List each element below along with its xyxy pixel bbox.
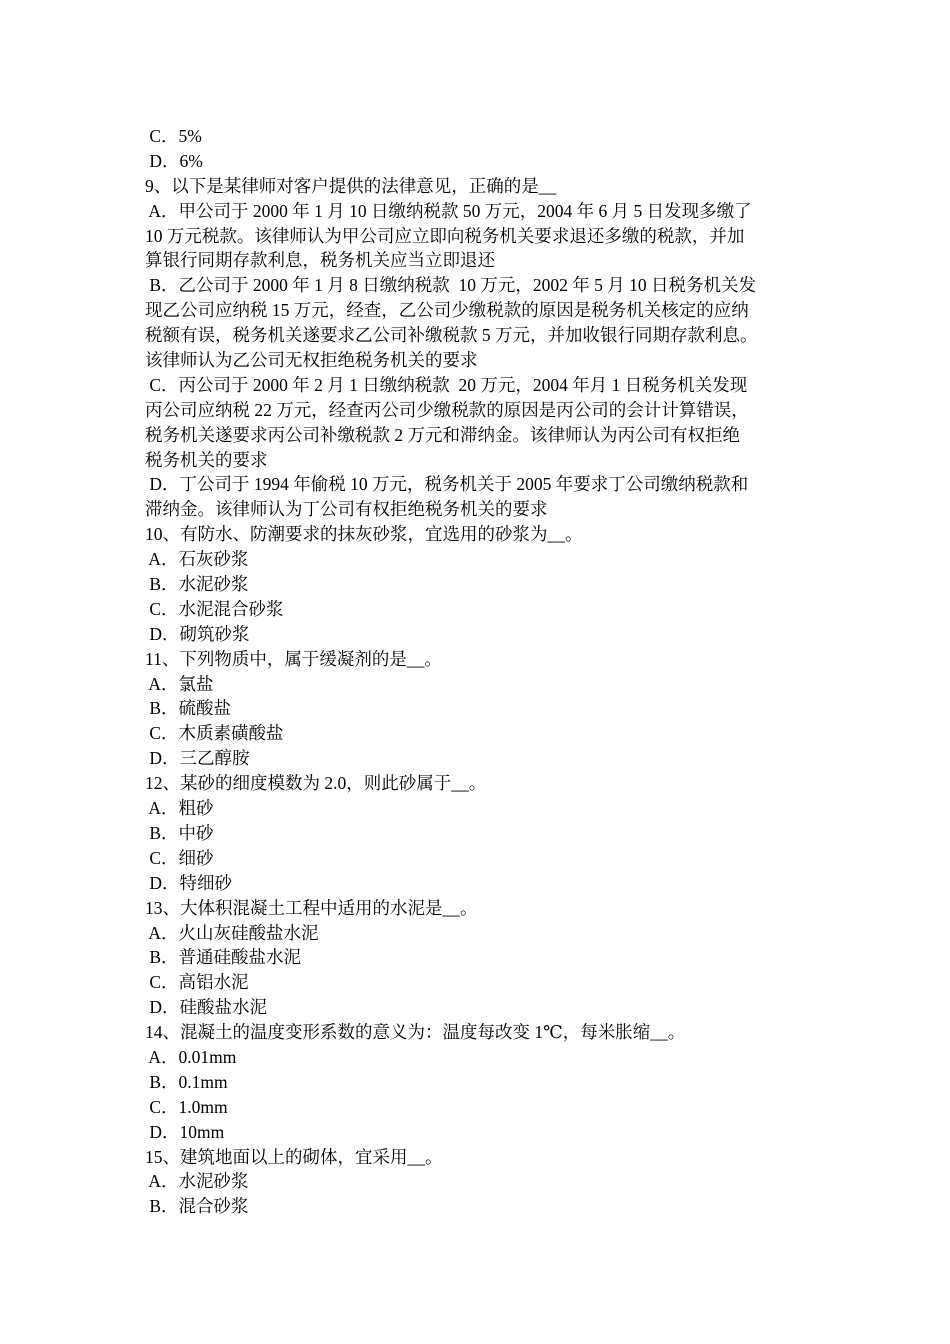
text-line: 15、建筑地面以上的砌体，宜采用__。	[145, 1146, 443, 1167]
text-line: C．水泥混合砂浆	[145, 598, 284, 619]
text-line: A．氯盐	[145, 673, 214, 694]
text-line: D．砌筑砂浆	[145, 623, 250, 644]
text-line: 税务机关的要求	[145, 449, 268, 470]
document-body	[145, 124, 835, 1219]
text-line: C．木质素磺酸盐	[145, 723, 284, 744]
text-line: A．石灰砂浆	[145, 549, 249, 570]
text-line: 税务机关遂要求丙公司补缴税款 2 万元和滞纳金。该律师认为丙公司有权拒绝	[145, 424, 740, 445]
text-line: A．粗砂	[145, 798, 214, 819]
text-line: D．三乙醇胺	[145, 748, 250, 769]
text-line: A．水泥砂浆	[145, 1171, 249, 1192]
text-line: A．甲公司于 2000 年 1 月 10 日缴纳税款 50 万元，2004 年 6 月 5 日发现多缴了	[145, 200, 752, 221]
text-line: 10 万元税款。该律师认为甲公司应立即向税务机关要求退还多缴的税款，并加	[145, 225, 745, 246]
text-line: D．10mm	[145, 1121, 225, 1142]
text-line: 11、下列物质中，属于缓凝剂的是__。	[145, 648, 442, 669]
text-line: 9、以下是某律师对客户提供的法律意见，正确的是__	[145, 175, 557, 196]
text-line: D．特细砂	[145, 872, 233, 893]
text-line: C．5%	[145, 126, 202, 146]
text-line: C．细砂	[145, 847, 214, 868]
text-line: B．混合砂浆	[145, 1196, 249, 1217]
text-line: C．1.0mm	[145, 1096, 228, 1117]
text-line: 税额有误，税务机关遂要求乙公司补缴税款 5 万元，并加收银行同期存款利息。	[145, 325, 758, 346]
text-line: 滞纳金。该律师认为丁公司有权拒绝税务机关的要求	[145, 499, 548, 520]
text-line: B．中砂	[145, 822, 214, 843]
text-line: D．硅酸盐水泥	[145, 997, 268, 1018]
text-line: 现乙公司应纳税 15 万元，经查，乙公司少缴税款的原因是税务机关核定的应纳	[145, 300, 749, 321]
text-line: A．0.01mm	[145, 1046, 237, 1067]
text-line: D．丁公司于 1994 年偷税 10 万元，税务机关于 2005 年要求丁公司缴纳税款和	[145, 474, 749, 495]
text-line: A．火山灰硅酸盐水泥	[145, 922, 319, 943]
text-line: 12、某砂的细度模数为 2.0，则此砂属于__。	[145, 773, 487, 794]
text-line: 算银行同期存款利息，税务机关应当立即退还	[145, 250, 495, 271]
text-line: B．普通硅酸盐水泥	[145, 947, 302, 968]
text-line: 14、混凝土的温度变形系数的意义为：温度每改变 1℃，每米胀缩__。	[145, 1022, 686, 1043]
text-line: B．0.1mm	[145, 1071, 228, 1092]
text-line: B．乙公司于 2000 年 1 月 8 日缴纳税款 10 万元，2002 年 5 月 10 日税务机关发	[145, 275, 757, 296]
text-line: 10、有防水、防潮要求的抹灰砂浆，宜选用的砂浆为__。	[145, 524, 583, 545]
text-line: C．丙公司于 2000 年 2 月 1 日缴纳税款 20 万元，2004 年月 1 日税务机关发现	[145, 374, 748, 395]
text-line: B．水泥砂浆	[145, 574, 249, 595]
text-line: 该律师认为乙公司无权拒绝税务机关的要求	[145, 350, 478, 371]
text-line: C．高铝水泥	[145, 972, 249, 993]
text-line: B．硫酸盐	[145, 698, 232, 719]
text-line: D．6%	[145, 150, 203, 171]
text-line: 13、大体积混凝土工程中适用的水泥是__。	[145, 897, 478, 918]
text-line: 丙公司应纳税 22 万元，经查丙公司少缴税款的原因是丙公司的会计计算错误，	[145, 399, 749, 420]
